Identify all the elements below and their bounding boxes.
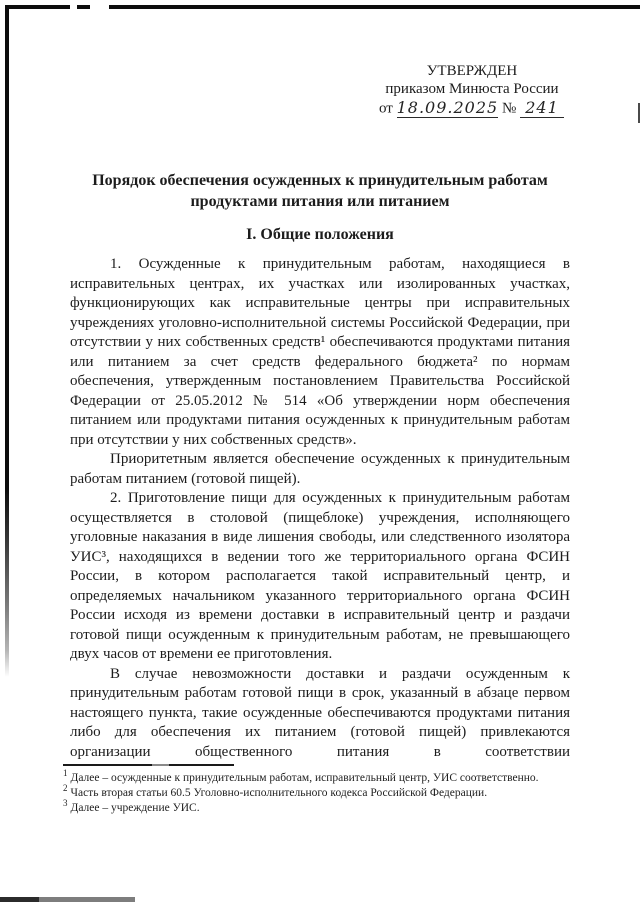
footnotes-block [63, 764, 570, 816]
paragraph-2: Приоритетным является обеспечение осужденных к принудительным работам питанием (готовой пищей). [70, 451, 570, 487]
approval-by-line: приказом Минюста России [385, 80, 559, 97]
footnote-3-text: Далее – учреждение УИС. [70, 802, 200, 814]
paragraph-1: 1. Осужденные к принудительным работам, находящиеся в исправительных центрах, их участках или изолированных участках, функционирующих как исправительные центры при исправительных учреждениях уголовно-исполнительной системы Российской Федерации, при отсутствии у них собственных средств¹ обеспечиваются продуктами питания или питанием за счет средств федерального бюджета² по нормам обеспечения, утвержденным постановлением Правительства Российской Федерации от 25.05.2012 № 514 «Об утверждении норм обеспечения питанием или продуктами питания осужденных к принудительным работам при отсутствии у них собственных средств». [70, 256, 570, 448]
footnote-2-marker: 2 [63, 783, 68, 794]
approval-status: УТВЕРЖДЕН [426, 63, 518, 79]
approval-from-label: от [379, 100, 393, 117]
approval-date-handwritten: 18.09.2025 [396, 98, 499, 117]
footnote-separator [63, 764, 234, 766]
section-heading: I. Общие положения [246, 226, 394, 243]
footnote-3-marker: 3 [63, 798, 68, 809]
scan-edge-bottom [0, 897, 150, 902]
document-title: Порядок обеспечения осужденных к принудительным работам продуктами питания или питанием [92, 172, 548, 210]
footnote-3 [63, 798, 570, 816]
footnote-2-text: Часть вторая статьи 60.5 Уголовно-исполнительного кодекса Российской Федерации. [70, 787, 488, 799]
paragraph-4: В случае невозможности доставки и раздачи осужденным к принудительным работам готовой пищи в срок, указанный в абзаце первом настоящего пункта, такие осужденные обеспечиваются продуктами питания либо для обеспечения их питанием (готовой пищей) привлекаются организации общественного питания в соответствии [70, 665, 570, 760]
approval-number-sign: № [501, 100, 517, 117]
footnote-1-marker: 1 [63, 768, 68, 779]
approval-number-handwritten: 241 [520, 100, 564, 118]
footnote-1-text: Далее – осужденные к принудительным работам, исправительный центр, УИС соответственно. [70, 772, 539, 784]
footnote-2 [63, 783, 570, 801]
document-body [70, 0, 570, 762]
footnote-1 [63, 768, 570, 786]
paragraph-3: 2. Приготовление пищи для осужденных к принудительным работам осуществляется в столовой (пищеблоке) учреждения, исполняющего уголовные наказания в виде лишения свободы, или следственного изолятора УИС³, находящихся в ведении того же территориального органа ФСИН России, в котором располагается такой исправительный центр, и определяемых начальником указанного территориального органа ФСИН России исходя из времени доставки в исправительный центр и раздачи готовой пищи осужденным к принудительным работам, не превышающего двух часов от времени ее приготовления. [70, 490, 570, 662]
scan-edge-left [5, 5, 9, 677]
